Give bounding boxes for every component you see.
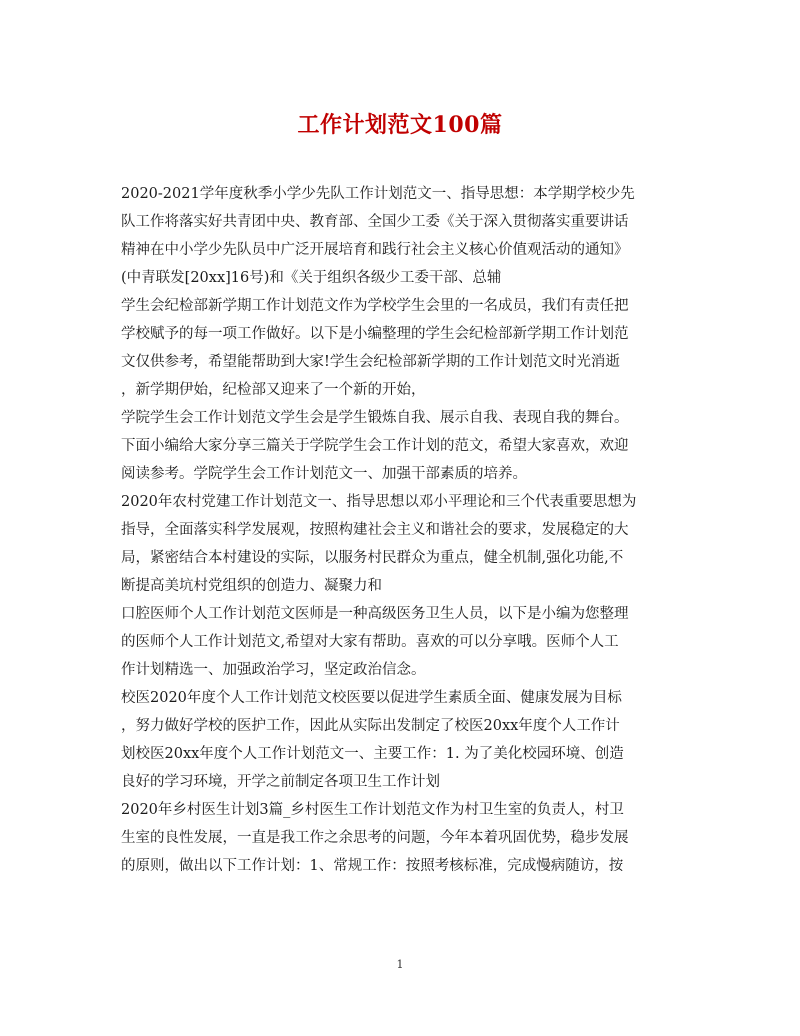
- text-line: 的原则，做出以下工作计划：1、常规工作：按照考核标准，完成慢病随访，按: [121, 858, 624, 874]
- text-line: 划校医20xx年度个人工作计划范文一、主要工作：1. 为了美化校园环境、创造: [121, 746, 624, 762]
- text-line: 阅读参考。学院学生会工作计划范文一、加强干部素质的培养。: [121, 466, 527, 482]
- text-line: 队工作将落实好共青团中央、教育部、全国少工委《关于深入贯彻落实重要讲话: [121, 214, 629, 230]
- text-line: 的医师个人工作计划范文,希望对大家有帮助。喜欢的可以分享哦。医师个人工: [121, 634, 619, 650]
- text-line: 2020年农村党建工作计划范文一、指导思想以邓小平理论和三个代表重要思想为: [121, 494, 637, 510]
- text-line: 2020-2021学年度秋季小学少先队工作计划范文一、指导思想：本学期学校少先: [121, 186, 635, 202]
- document-title: 工作计划范文100篇: [297, 112, 503, 138]
- text-line: 学校赋予的每一项工作做好。以下是小编整理的学生会纪检部新学期工作计划范: [121, 326, 629, 342]
- text-line: 文仅供参考，希望能帮助到大家!学生会纪检部新学期的工作计划范文时光消逝: [121, 354, 620, 370]
- text-line: (中青联发[20xx]16号)和《关于组织各级少工委干部、总辅: [121, 270, 502, 286]
- text-line: 断提高美坑村党组织的创造力、凝聚力和: [121, 578, 382, 594]
- text-line: 作计划精选一、加强政治学习，坚定政治信念。: [121, 662, 426, 678]
- document-body: [121, 180, 681, 880]
- text-line: 口腔医师个人工作计划范文医师是一种高级医务卫生人员，以下是小编为您整理: [121, 606, 629, 622]
- text-line: 校医2020年度个人工作计划范文校医要以促进学生素质全面、健康发展为目标: [121, 690, 622, 706]
- text-line: 下面小编给大家分享三篇关于学院学生会工作计划的范文，希望大家喜欢，欢迎: [121, 438, 629, 454]
- text-line: ，新学期伊始，纪检部又迎来了一个新的开始，: [121, 382, 426, 398]
- text-line: 局，紧密结合本村建设的实际，以服务村民群众为重点，健全机制,强化功能,不: [121, 550, 624, 566]
- text-line: 良好的学习环境，开学之前制定各项卫生工作计划: [121, 774, 440, 790]
- text-line: 2020年乡村医生计划3篇_乡村医生工作计划范文作为村卫生室的负责人，村卫: [121, 802, 624, 818]
- text-line: 指导，全面落实科学发展观，按照构建社会主义和谐社会的要求，发展稳定的大: [121, 522, 629, 538]
- text-line: 学院学生会工作计划范文学生会是学生锻炼自我、展示自我、表现自我的舞台。: [121, 410, 629, 426]
- text-line: 精神在中小学少先队员中广泛开展培育和践行社会主义核心价值观活动的通知》: [121, 242, 629, 258]
- page-number: 1: [396, 958, 404, 971]
- text-line: 学生会纪检部新学期工作计划范文作为学校学生会里的一名成员，我们有责任把: [121, 298, 629, 314]
- text-line: ，努力做好学校的医护工作，因此从实际出发制定了校医20xx年度个人工作计: [121, 718, 620, 734]
- text-line: 生室的良性发展，一直是我工作之余思考的问题，今年本着巩固优势，稳步发展: [121, 830, 629, 846]
